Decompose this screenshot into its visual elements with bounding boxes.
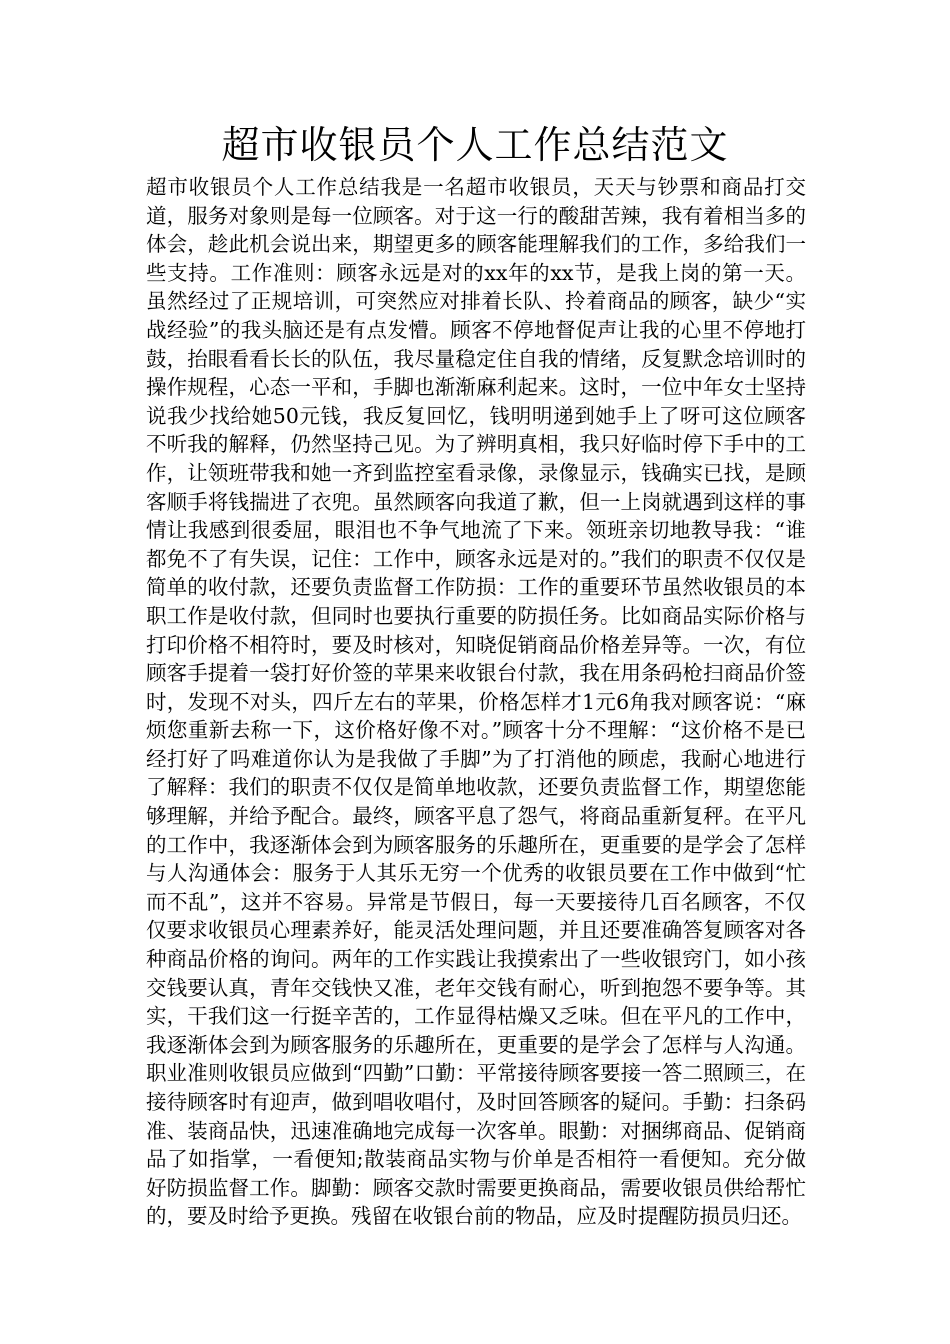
document-body-text: 超市收银员个人工作总结我是一名超市收银员，天天与钞票和商品打交道，服务对象则是每一位顾客。对于这一行的酸甜苦辣，我有着相当多的体会，趁此机会说出来，期望更多的顾客能理解我们的工作，多给我们一些支持。工作准则：顾客永远是对的xx年的xx节，是我上岗的第一天。虽然经过了正规培训，可突然应对排着长队、拎着商品的顾客，缺少“实战经验”的我头脑还是有点发懵。顾客不停地督促声让我的心里不停地打鼓，抬眼看看长长的队伍，我尽量稳定住自我的情绪，反复默念培训时的操作规程，心态一平和，手脚也渐渐麻利起来。这时，一位中年女士坚持说我少找给她50元钱，我反复回忆，钱明明递到她手上了呀可这位顾客不听我的解释，仍然坚持己见。为了辨明真相，我只好临时停下手中的工作，让领班带我和她一齐到监控室看录像，录像显示，钱确实已找，是顾客顺手将钱揣进了衣兜。虽然顾客向我道了歉，但一上岗就遇到这样的事情让我感到很委屈，眼泪也不争气地流了下来。领班亲切地教导我：“谁都免不了有失误，记住：工作中，顾客永远是对的。”我们的职责不仅仅是简单的收付款，还要负责监督工作防损：工作的重要环节虽然收银员的本职工作是收付款，但同时也要执行重要的防损任务。比如商品实际价格与打印价格不相符时，要及时核对，知晓促销商品价格差异等。一次，有位顾客手提着一袋打好价签的苹果来收银台付款，我在用条码枪扫商品价签时，发现不对头，四斤左右的苹果，价格怎样才1元6角我对顾客说：“麻烦您重新去称一下，这价格好像不对。”顾客十分不理解：“这价格不是已经打好了吗难道你认为是我做了手脚”为了打消他的顾虑，我耐心地进行了解释：我们的职责不仅仅是简单地收款，还要负责监督工作，期望您能够理解，并给予配合。最终，顾客平息了怨气，将商品重新复秤。在平凡的工作中，我逐渐体会到为顾客服务的乐趣所在，更重要的是学会了怎样与人沟通体会：服务于人其乐无穷一个优秀的收银员要在工作中做到“忙而不乱”，这并不容易。异常是节假日，每一天要接待几百名顾客，不仅仅要求收银员心理素养好，能灵活处理问题，并且还要准确答复顾客对各种商品价格的询问。两年的工作实践让我摸索出了一些收银窍门，如小孩交钱要认真，青年交钱快又准，老年交钱有耐心，听到抱怨不要争等。其实，干我们这一行挺辛苦的，工作显得枯燥又乏味。但在平凡的工作中，我逐渐体会到为顾客服务的乐趣所在，更重要的是学会了怎样与人沟通。职业准则收银员应做到“四勤”口勤：平常接待顾客要接一答二照顾三，在接待顾客时有迎声，做到唱收唱付，及时回答顾客的疑问。手勤：扫条码准、装商品快，迅速准确地完成每一次客单。眼勤：对捆绑商品、促销商品了如指掌，一看便知;散装商品实物与价单是否相符一看便知。充分做好防损监督工作。脚勤：顾客交款时需要更换商品，需要收银员供给帮忙的，要及时给予更换。残留在收银台前的物品，应及时提醒防损员归还。	[146, 175, 806, 1229]
document-title: 超市收银员个人工作总结范文	[221, 123, 729, 167]
